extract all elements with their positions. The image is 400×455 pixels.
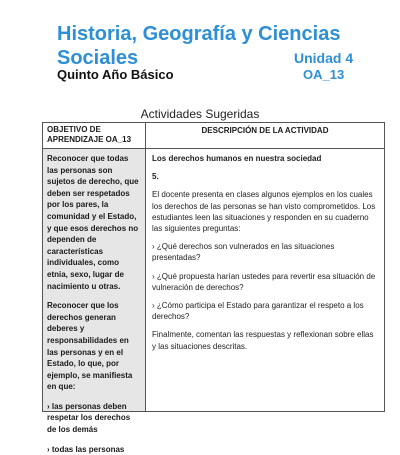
activity-number: 5. [152, 172, 159, 182]
objective-bullet: › todas las personas [47, 444, 125, 454]
objective-code: OA_13 [303, 67, 345, 82]
objective-column-header: OBJETIVO DE APRENDIZAJE OA_13 [43, 123, 146, 149]
activity-table [42, 122, 385, 454]
grade-label: Quinto Año Básico [57, 67, 174, 82]
objective-bullet: › las personas deben respetar los derechos de los demás [47, 401, 131, 435]
objective-paragraph: Reconocer que los derechos generan deberes y responsabilidades en las personas y en el Estado, lo que, por ejemplo, se manifiesta en que: [47, 301, 133, 392]
section-title: Actividades Sugeridas [140, 107, 260, 121]
objective-paragraph: Reconocer que todas las personas son sujetos de derecho, que deben ser respetados por los pares, la comunidad y el Estado, y que esos derechos no dependen de características individuales, como etnia, sexo, lugar de nacimiento u otras. [47, 154, 139, 291]
activity-paragraph: El docente presenta en clases algunos ejemplos en los cuales los derechos de las personas se han visto comprometidos. Los estudiantes leen las situaciones y responden en su cuaderno las siguientes preguntas: [152, 190, 376, 234]
activity-question: › ¿Qué propuesta harían ustedes para revertir esa situación de vulneración de derechos? [152, 271, 376, 292]
activity-question: › ¿Qué derechos son vulnerados en las situaciones presentadas? [152, 242, 335, 263]
unit-label: Unidad 4 [294, 50, 354, 66]
objective-cell [43, 149, 146, 454]
activity-question: › ¿Cómo participa el Estado para garantizar el respeto a los derechos? [152, 301, 364, 322]
description-column-header: DESCRIPCIÓN DE LA ACTIVIDAD [146, 123, 384, 149]
description-cell [146, 149, 384, 411]
page-title: Historia, Geografía y Ciencias Sociales [57, 23, 341, 69]
activity-title: Los derechos humanos en nuestra sociedad [152, 154, 322, 163]
activity-paragraph: Finalmente, comentan las respuestas y reflexionan sobre ellas y las situaciones descritas. [152, 330, 374, 351]
